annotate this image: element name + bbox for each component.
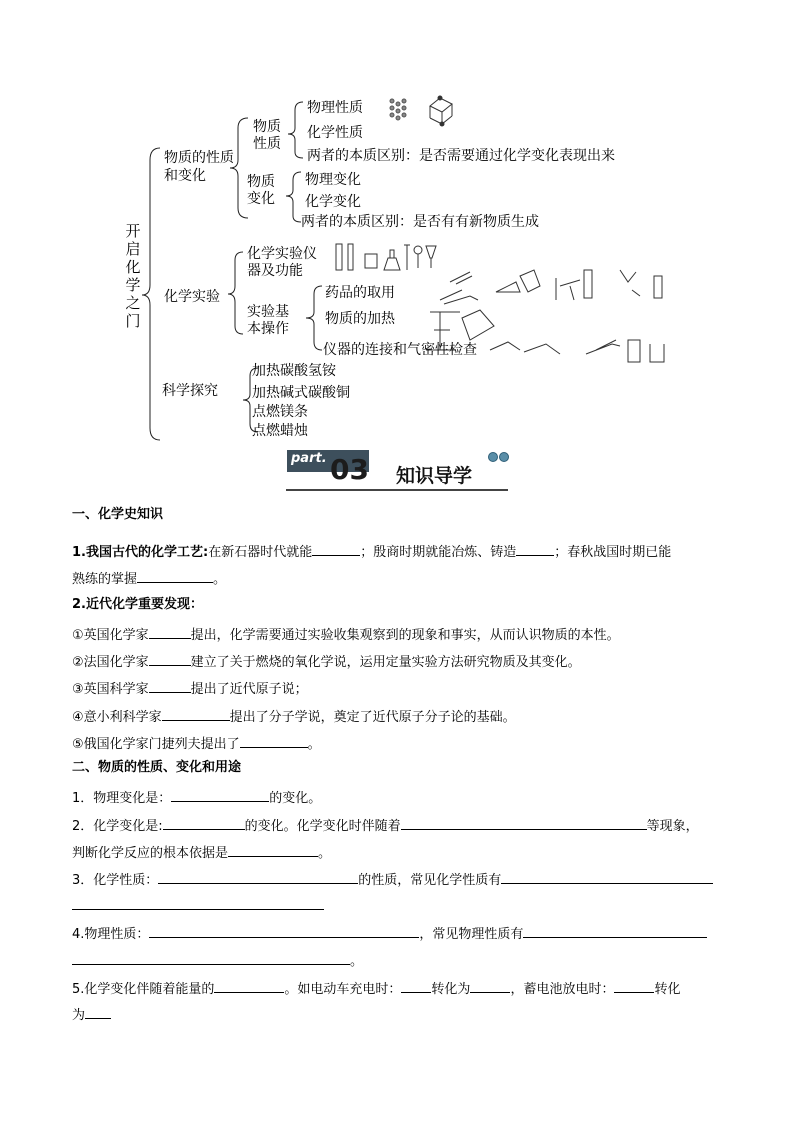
p5-line1 xyxy=(72,978,680,999)
q2-item-3 xyxy=(72,678,308,699)
q2-item-2 xyxy=(72,651,581,672)
p2-line2 xyxy=(72,842,331,863)
item-physical-property: 物理性质 xyxy=(307,100,363,116)
p5-text-d: ，蓄电池放电时： xyxy=(510,982,615,997)
sub-change-line2: 变化 xyxy=(247,191,275,207)
banner-part-label: part. xyxy=(291,451,327,466)
q1-line2 xyxy=(72,568,226,589)
instruments-line1: 化学实验仪 xyxy=(247,246,317,262)
p2-text-c: 等现象， xyxy=(646,819,699,834)
q2-item-4 xyxy=(72,706,516,727)
q2-1-text-b: 提出，化学需要通过实验收集观察到的现象和事实，从而认识物质的本性。 xyxy=(190,628,620,643)
root-label: 开启化学之门 xyxy=(125,222,141,330)
p5-text-f: 为 xyxy=(72,1008,86,1023)
blank[interactable] xyxy=(162,706,230,721)
blank[interactable] xyxy=(72,950,350,965)
item-taking-reagents: 药品的取用 xyxy=(325,285,395,301)
blank[interactable] xyxy=(137,568,213,583)
item-heating: 物质的加热 xyxy=(325,311,395,327)
p1-line xyxy=(72,787,321,808)
inquiry-item-2: 加热碱式碳酸铜 xyxy=(252,385,350,401)
root-char-1 xyxy=(124,222,142,330)
banner-underline xyxy=(286,489,508,491)
p2-text-d: 判断化学反应的根本依据是 xyxy=(72,846,229,861)
q1-text-a: 在新石器时代就能 xyxy=(208,545,313,560)
q2-3-text-a: ③英国科学家 xyxy=(72,682,149,697)
item-property-difference: 两者的本质区别：是否需要通过化学变化表现出来 xyxy=(307,148,615,164)
item-chemical-property: 化学性质 xyxy=(307,125,363,141)
section1-heading: 一、化学史知识 xyxy=(72,507,164,522)
crystal-icon xyxy=(390,99,406,120)
p4-line2 xyxy=(72,950,363,971)
q1-label: 1.我国古代的化学工艺: xyxy=(72,545,209,560)
q1-text-c: ；春秋战国时期已能 xyxy=(554,545,672,560)
operations-line1: 实验基 xyxy=(247,304,289,320)
p1-text-a: 1．物理变化是： xyxy=(72,791,172,806)
operations-line2: 本操作 xyxy=(247,321,289,337)
p3-text-b: 的性质，常见化学性质有 xyxy=(358,873,502,888)
blank[interactable] xyxy=(214,978,284,993)
p1-text-b: 的变化。 xyxy=(269,791,322,806)
blank[interactable] xyxy=(85,1004,111,1019)
blank[interactable] xyxy=(312,541,360,556)
blank[interactable] xyxy=(401,815,647,830)
blank[interactable] xyxy=(158,869,358,884)
instruments-line2: 器及功能 xyxy=(247,263,303,279)
branch1-label-line2: 和变化 xyxy=(164,168,206,184)
q1-text-d: 熟练的掌握 xyxy=(72,572,138,587)
branch3-label: 科学探究 xyxy=(162,383,218,399)
p4-text-c: 。 xyxy=(350,954,364,969)
item-connection-airtightness: 仪器的连接和气密性检查 xyxy=(323,342,477,358)
p5-text-c: 转化为 xyxy=(431,982,471,997)
p5-line2 xyxy=(72,1004,111,1025)
q2-item-5 xyxy=(72,733,321,754)
blank[interactable] xyxy=(163,815,245,830)
q1-line1 xyxy=(72,541,671,562)
q1-text-e: 。 xyxy=(213,572,227,587)
banner-dot-icon xyxy=(499,452,509,462)
q2-label: 2.近代化学重要发现： xyxy=(72,597,203,612)
lab-instruments-icons xyxy=(336,244,436,270)
q2-4-text-b: 提出了分子学说，奠定了近代原子分子论的基础。 xyxy=(229,710,516,725)
blank[interactable] xyxy=(470,978,510,993)
sub-change-line1: 物质 xyxy=(247,174,275,190)
p2-text-a: 2．化学变化是: xyxy=(72,819,163,834)
q2-item-1 xyxy=(72,624,620,645)
blank[interactable] xyxy=(614,978,654,993)
blank[interactable] xyxy=(240,733,308,748)
inquiry-item-1: 加热碳酸氢铵 xyxy=(252,363,336,379)
item-chemical-change: 化学变化 xyxy=(305,194,361,210)
p2-text-b: 的变化。化学变化时伴随着 xyxy=(244,819,401,834)
banner-dot-icon xyxy=(488,452,498,462)
q2-2-text-a: ②法国化学家 xyxy=(72,655,149,670)
blank[interactable] xyxy=(149,678,191,693)
molecule-model-icon xyxy=(430,96,452,126)
p3-text-a: 3．化学性质： xyxy=(72,873,159,888)
blank[interactable] xyxy=(516,541,554,556)
item-change-difference: 两者的本质区别：是否有有新物质生成 xyxy=(301,214,539,230)
p5-text-a: 5.化学变化伴随着能量的 xyxy=(72,982,215,997)
q2-2-text-b: 建立了关于燃烧的氧化学说，运用定量实验方法研究物质及其变化。 xyxy=(190,655,581,670)
q2-1-text-a: ①英国化学家 xyxy=(72,628,149,643)
inquiry-item-3: 点燃镁条 xyxy=(252,404,308,420)
sub-property-line1: 物质 xyxy=(253,119,281,135)
p5-text-e: 转化 xyxy=(654,982,681,997)
p4-line1 xyxy=(72,923,707,944)
p2-text-e: 。 xyxy=(318,846,332,861)
branch2-label: 化学实验 xyxy=(164,289,220,305)
q2-5-text-b: 。 xyxy=(307,737,321,752)
p3-blank-continued[interactable] xyxy=(72,909,324,910)
blank[interactable] xyxy=(228,842,318,857)
item-physical-change: 物理变化 xyxy=(305,172,361,188)
q2-3-text-b: 提出了近代原子说； xyxy=(190,682,308,697)
p5-text-b: 。如电动车充电时： xyxy=(284,982,402,997)
blank[interactable] xyxy=(171,787,269,802)
p2-line1 xyxy=(72,815,699,836)
q1-text-b: ；殷商时期就能冶炼、铸造 xyxy=(360,545,517,560)
sub-property-line2: 性质 xyxy=(253,136,281,152)
section2-heading: 二、物质的性质、变化和用途 xyxy=(72,760,242,775)
q2-4-text-a: ④意小利科学家 xyxy=(72,710,162,725)
blank[interactable] xyxy=(149,624,191,639)
blank[interactable] xyxy=(149,923,419,938)
blank[interactable] xyxy=(401,978,431,993)
p4-text-b: ，常见物理性质有 xyxy=(419,927,524,942)
blank[interactable] xyxy=(523,923,707,938)
branch1-label-line1: 物质的性质 xyxy=(164,150,234,166)
p3-line1 xyxy=(72,869,713,890)
banner-title: 知识导学 xyxy=(396,465,473,487)
q2-5-text-a: ⑤俄国化学家门捷列夫提出了 xyxy=(72,737,240,752)
blank[interactable] xyxy=(501,869,713,884)
inquiry-item-4: 点燃蜡烛 xyxy=(252,423,308,439)
p4-text-a: 4.物理性质： xyxy=(72,927,150,942)
blank[interactable] xyxy=(149,651,191,666)
banner-number: 03 xyxy=(330,453,369,486)
